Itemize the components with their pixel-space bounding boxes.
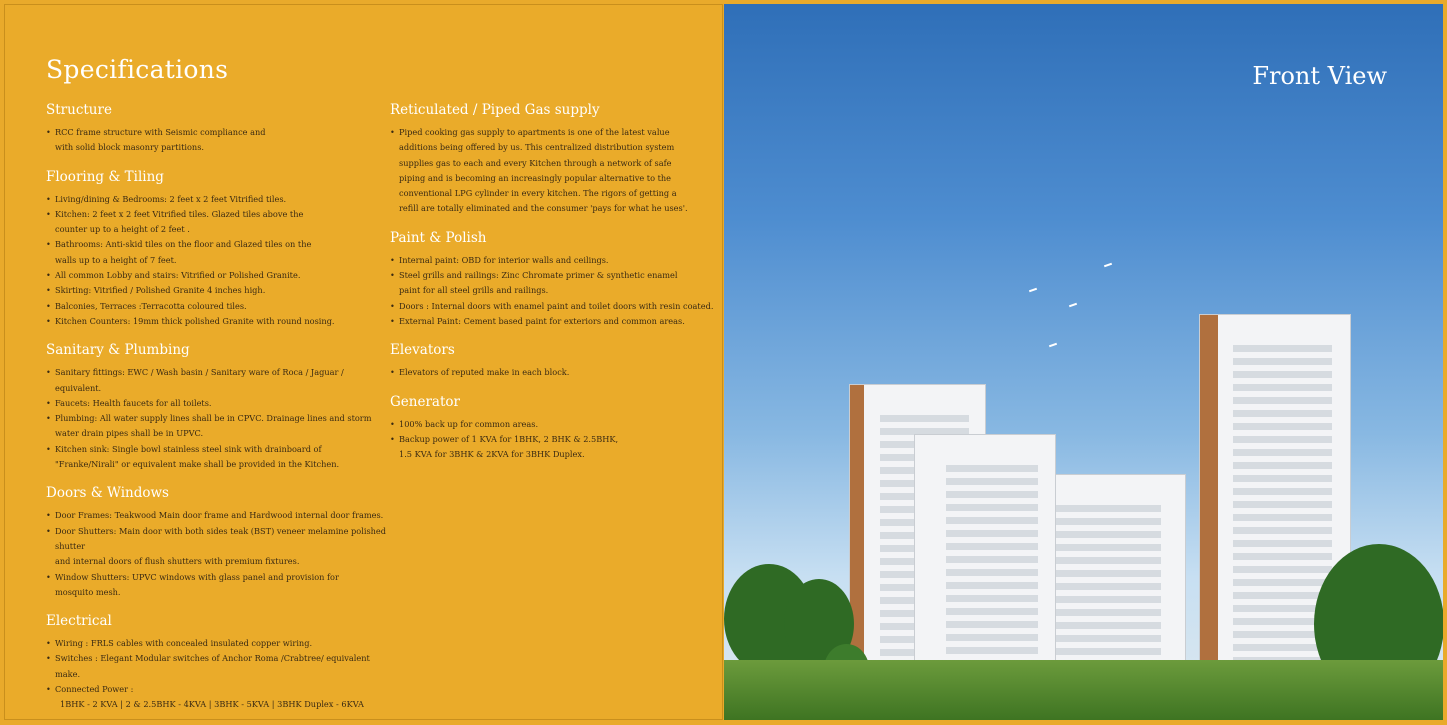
bird-shape — [1029, 288, 1037, 293]
spec-item: • Skirting: Vitrified / Polished Granite 4 inches high. — [46, 283, 391, 298]
section-heading: Structure — [46, 102, 112, 118]
spec-item: • Sanitary fittings: EWC / Wash basin / Sanitary ware of Roca / Jaguar / equivalent. — [46, 365, 391, 396]
section-elevators — [390, 341, 735, 380]
page-title: Specifications — [46, 55, 229, 84]
spec-item: • Door Frames: Teakwood Main door frame and Hardwood internal door frames. — [46, 508, 391, 523]
section-generator — [390, 393, 735, 463]
spec-item: • Kitchen Counters: 19mm thick polished Granite with round nosing. — [46, 314, 391, 329]
section-doors-windows — [46, 484, 391, 600]
spec-item: • Piped cooking gas supply to apartments is one of the latest value additions being offered by us. This centralized distribution system supplies gas to each and every Kitchen through a network of safe piping and is becoming an increasingly popular alternative to the conventional LPG cylinder in every kitchen. The rigors of getting a refill are totally eliminated and the consumer 'pays for what he uses'. — [390, 125, 735, 217]
front-view-title: Front View — [1252, 62, 1387, 90]
spec-item: • RCC frame structure with Seismic compliance and with solid block masonry partitions. — [46, 125, 391, 156]
spec-item: • External Paint: Cement based paint for exteriors and common areas. — [390, 314, 735, 329]
lawn — [724, 660, 1443, 720]
section-flooring — [46, 168, 391, 330]
spec-item: • Kitchen: 2 feet x 2 feet Vitrified tiles. Glazed tiles above the counter up to a height of 2 feet . — [46, 207, 391, 238]
section-heading: Flooring & Tiling — [46, 168, 164, 185]
spec-item: • Door Shutters: Main door with both sides teak (BST) veneer melamine polished shutter and internal doors of flush shutters with premium fixtures. — [46, 524, 391, 570]
spec-item: • Faucets: Health faucets for all toilets. — [46, 396, 391, 411]
building-middle — [914, 434, 1056, 676]
left-column — [46, 101, 391, 725]
spec-item: • Steel grills and railings: Zinc Chromate primer & synthetic enamel paint for all steel grills and railings. — [390, 268, 735, 299]
spec-item: • Switches : Elegant Modular switches of Anchor Roma /Crabtree/ equivalent make. — [46, 651, 391, 682]
bird-shape — [1049, 343, 1057, 348]
spec-item: • Wiring : FRLS cables with concealed insulated copper wiring. — [46, 636, 391, 651]
power-line: 1BHK - 2 KVA | 2 & 2.5BHK - 4KVA | 3BHK - 5KVA | 3BHK Duplex - 6KVA — [60, 699, 364, 710]
spec-item: • Kitchen sink: Single bowl stainless steel sink with drainboard of "Franke/Nirali" or equivalent make shall be provided in the Kitchen. — [46, 442, 391, 473]
front-view-image — [724, 4, 1443, 720]
section-paint — [390, 229, 735, 329]
section-heading: Paint & Polish — [390, 229, 487, 246]
section-gas-supply — [390, 101, 735, 217]
section-heading: Elevators — [390, 342, 455, 359]
spec-item: • Balconies, Terraces :Terracotta coloured tiles. — [46, 299, 391, 314]
spec-item: • Internal paint: OBD for interior walls and ceilings. — [390, 253, 735, 268]
section-heading: Doors & Windows — [46, 485, 169, 502]
right-column — [390, 101, 735, 474]
spec-item: • Bathrooms: Anti-skid tiles on the floor and Glazed tiles on the walls up to a height of 7 feet. — [46, 237, 391, 268]
section-structure — [46, 101, 391, 156]
spec-item: • Window Shutters: UPVC windows with glass panel and provision for mosquito mesh. — [46, 570, 391, 601]
spec-item: • Backup power of 1 KVA for 1BHK, 2 BHK & 2.5BHK, 1.5 KVA for 3BHK & 2KVA for 3BHK Duplex. — [390, 432, 735, 463]
spec-item: • 100% back up for common areas. — [390, 417, 735, 432]
spec-item: • Living/dining & Bedrooms: 2 feet x 2 feet Vitrified tiles. — [46, 192, 391, 207]
section-heading: Reticulated / Piped Gas supply — [390, 102, 600, 118]
section-sanitary — [46, 341, 391, 472]
spec-item: • Plumbing: All water supply lines shall be in CPVC. Drainage lines and storm water drain pipes shall be in UPVC. — [46, 411, 391, 442]
section-heading: Sanitary & Plumbing — [46, 342, 190, 359]
spec-item: • Elevators of reputed make in each block. — [390, 365, 735, 380]
spec-item: • Connected Power : — [46, 682, 391, 697]
bird-shape — [1104, 263, 1112, 268]
section-electrical — [46, 612, 391, 712]
section-heading: Generator — [390, 393, 460, 410]
spec-item: • Doors : Internal doors with enamel paint and toilet doors with resin coated. — [390, 299, 735, 314]
spec-item: • All common Lobby and stairs: Vitrified or Polished Granite. — [46, 268, 391, 283]
bird-shape — [1069, 303, 1077, 308]
section-heading: Electrical — [46, 613, 112, 630]
specifications-page — [4, 4, 723, 720]
